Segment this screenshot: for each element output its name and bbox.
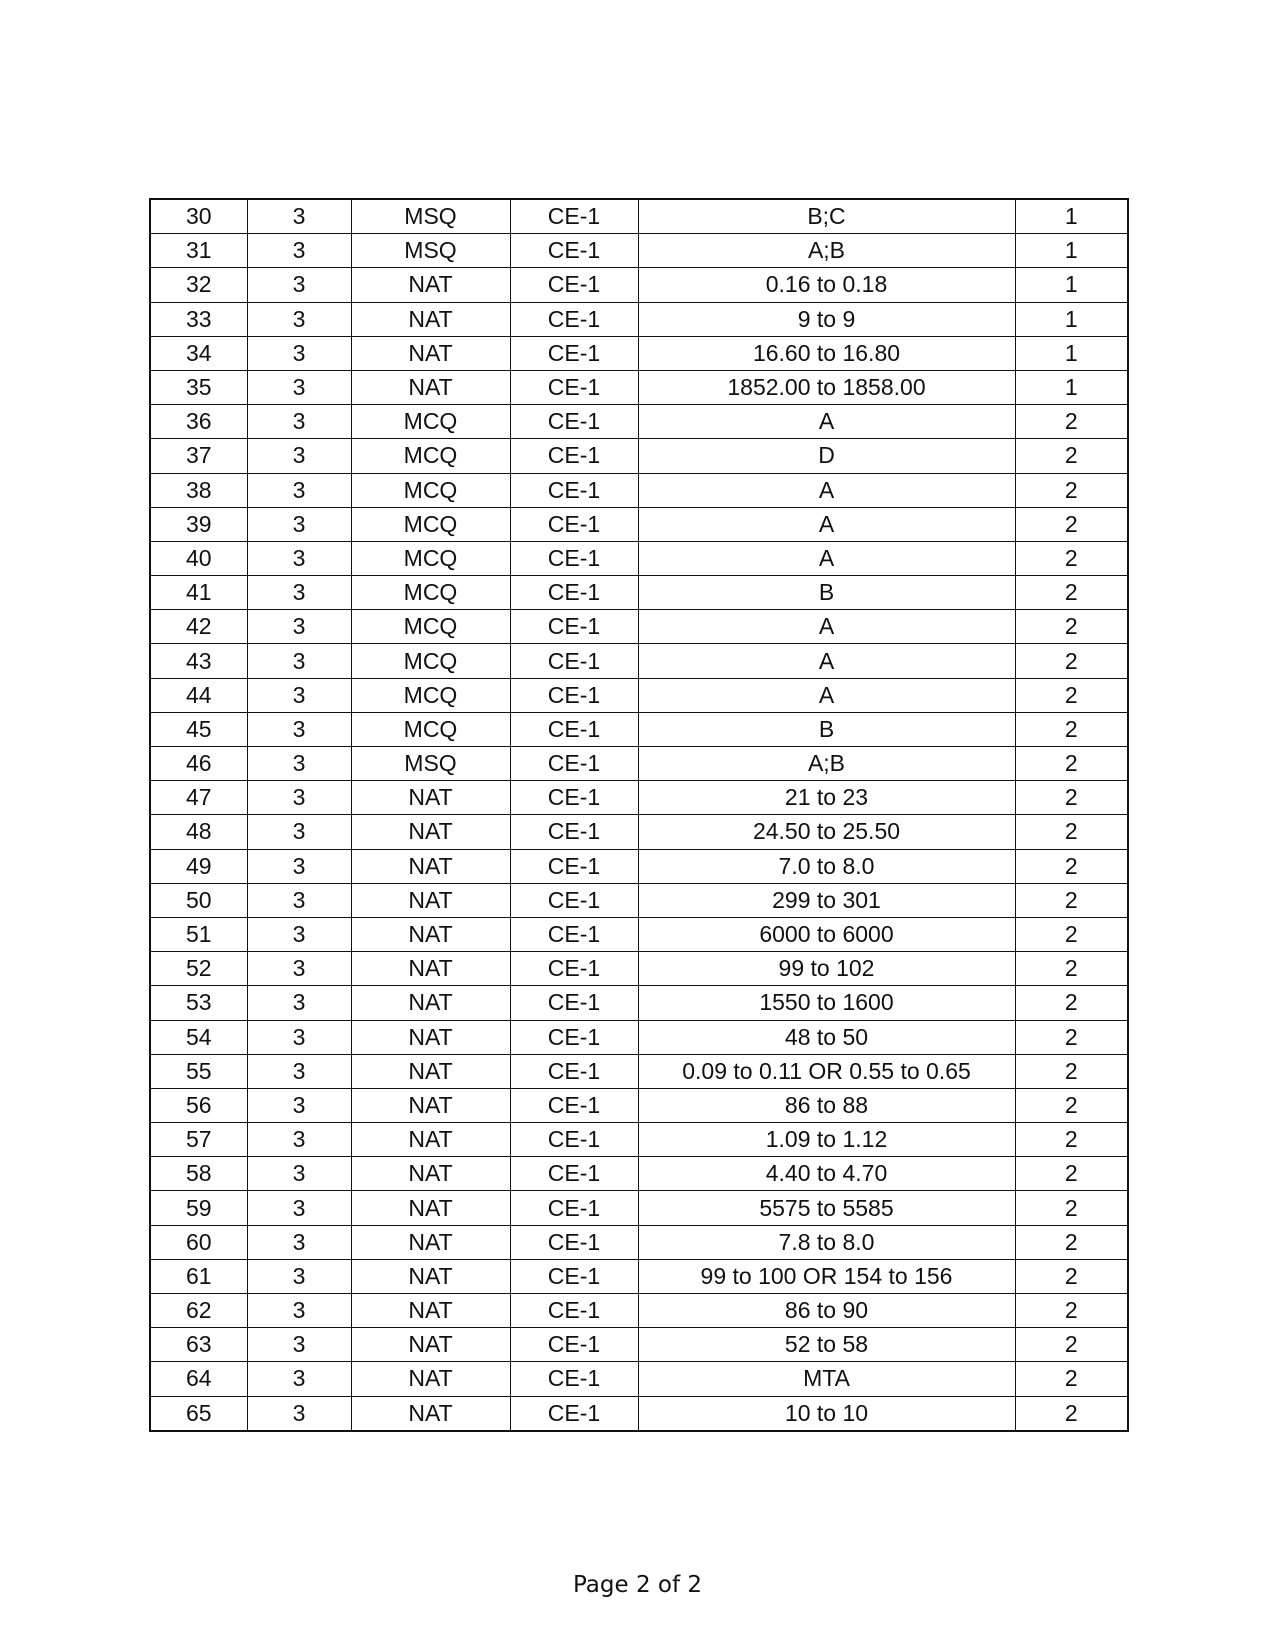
table-row <box>150 370 1128 404</box>
marks-cell: 2 <box>1015 507 1128 541</box>
question-number-cell: 43 <box>150 644 247 678</box>
answer-key-cell: 48 to 50 <box>638 1020 1015 1054</box>
answer-key-cell: 1550 to 1600 <box>638 986 1015 1020</box>
table-row <box>150 336 1128 370</box>
session-cell: 3 <box>247 1088 351 1122</box>
question-number-cell: 53 <box>150 986 247 1020</box>
marks-cell: 2 <box>1015 1362 1128 1396</box>
section-cell: CE-1 <box>510 712 638 746</box>
answer-key-cell: A <box>638 610 1015 644</box>
question-type-cell: NAT <box>351 1191 510 1225</box>
marks-cell: 2 <box>1015 747 1128 781</box>
session-cell: 3 <box>247 336 351 370</box>
section-cell: CE-1 <box>510 1054 638 1088</box>
question-number-cell: 62 <box>150 1294 247 1328</box>
answer-key-cell: 86 to 90 <box>638 1294 1015 1328</box>
marks-cell: 2 <box>1015 712 1128 746</box>
question-type-cell: NAT <box>351 1020 510 1054</box>
table-row <box>150 541 1128 575</box>
question-type-cell: MCQ <box>351 439 510 473</box>
table-row <box>150 1259 1128 1293</box>
session-cell: 3 <box>247 1054 351 1088</box>
section-cell: CE-1 <box>510 199 638 234</box>
section-cell: CE-1 <box>510 507 638 541</box>
question-number-cell: 58 <box>150 1157 247 1191</box>
table-row <box>150 917 1128 951</box>
section-cell: CE-1 <box>510 1225 638 1259</box>
section-cell: CE-1 <box>510 268 638 302</box>
question-type-cell: NAT <box>351 1157 510 1191</box>
session-cell: 3 <box>247 234 351 268</box>
session-cell: 3 <box>247 1225 351 1259</box>
answer-key-cell: A;B <box>638 747 1015 781</box>
answer-key-cell: 1852.00 to 1858.00 <box>638 370 1015 404</box>
marks-cell: 2 <box>1015 1259 1128 1293</box>
section-cell: CE-1 <box>510 1157 638 1191</box>
question-number-cell: 63 <box>150 1328 247 1362</box>
table-row <box>150 747 1128 781</box>
marks-cell: 2 <box>1015 781 1128 815</box>
session-cell: 3 <box>247 1123 351 1157</box>
question-type-cell: NAT <box>351 302 510 336</box>
answer-key-cell: A <box>638 473 1015 507</box>
marks-cell: 2 <box>1015 917 1128 951</box>
question-number-cell: 41 <box>150 576 247 610</box>
question-number-cell: 30 <box>150 199 247 234</box>
session-cell: 3 <box>247 747 351 781</box>
marks-cell: 1 <box>1015 234 1128 268</box>
session-cell: 3 <box>247 917 351 951</box>
marks-cell: 2 <box>1015 1294 1128 1328</box>
answer-key-cell: 16.60 to 16.80 <box>638 336 1015 370</box>
question-type-cell: NAT <box>351 917 510 951</box>
marks-cell: 2 <box>1015 883 1128 917</box>
question-number-cell: 60 <box>150 1225 247 1259</box>
table-row <box>150 268 1128 302</box>
session-cell: 3 <box>247 610 351 644</box>
session-cell: 3 <box>247 199 351 234</box>
question-type-cell: MSQ <box>351 747 510 781</box>
table-row <box>150 576 1128 610</box>
question-type-cell: NAT <box>351 815 510 849</box>
table-row <box>150 815 1128 849</box>
question-type-cell: MCQ <box>351 576 510 610</box>
question-number-cell: 35 <box>150 370 247 404</box>
question-type-cell: NAT <box>351 1294 510 1328</box>
marks-cell: 1 <box>1015 302 1128 336</box>
answer-key-cell: 0.16 to 0.18 <box>638 268 1015 302</box>
question-type-cell: MCQ <box>351 678 510 712</box>
session-cell: 3 <box>247 1396 351 1431</box>
table-row <box>150 1157 1128 1191</box>
question-number-cell: 65 <box>150 1396 247 1431</box>
section-cell: CE-1 <box>510 678 638 712</box>
table-row <box>150 952 1128 986</box>
question-number-cell: 55 <box>150 1054 247 1088</box>
marks-cell: 2 <box>1015 576 1128 610</box>
question-type-cell: NAT <box>351 1054 510 1088</box>
question-number-cell: 48 <box>150 815 247 849</box>
section-cell: CE-1 <box>510 302 638 336</box>
question-type-cell: NAT <box>351 883 510 917</box>
answer-key-cell: A <box>638 405 1015 439</box>
answer-key-cell: 7.8 to 8.0 <box>638 1225 1015 1259</box>
marks-cell: 2 <box>1015 644 1128 678</box>
section-cell: CE-1 <box>510 610 638 644</box>
session-cell: 3 <box>247 473 351 507</box>
answer-key-cell: B <box>638 712 1015 746</box>
section-cell: CE-1 <box>510 952 638 986</box>
table-row <box>150 507 1128 541</box>
page-number: Page 2 of 2 <box>572 1572 703 1598</box>
section-cell: CE-1 <box>510 541 638 575</box>
section-cell: CE-1 <box>510 234 638 268</box>
section-cell: CE-1 <box>510 576 638 610</box>
session-cell: 3 <box>247 849 351 883</box>
question-type-cell: NAT <box>351 1362 510 1396</box>
section-cell: CE-1 <box>510 883 638 917</box>
answer-key-table-body <box>150 199 1128 1431</box>
answer-key-table <box>149 198 1129 1432</box>
session-cell: 3 <box>247 302 351 336</box>
table-row <box>150 1020 1128 1054</box>
marks-cell: 2 <box>1015 849 1128 883</box>
answer-key-cell: 86 to 88 <box>638 1088 1015 1122</box>
marks-cell: 2 <box>1015 952 1128 986</box>
session-cell: 3 <box>247 405 351 439</box>
session-cell: 3 <box>247 576 351 610</box>
marks-cell: 2 <box>1015 541 1128 575</box>
question-number-cell: 45 <box>150 712 247 746</box>
table-row <box>150 199 1128 234</box>
question-number-cell: 59 <box>150 1191 247 1225</box>
answer-key-cell: 0.09 to 0.11 OR 0.55 to 0.65 <box>638 1054 1015 1088</box>
table-row <box>150 644 1128 678</box>
session-cell: 3 <box>247 1259 351 1293</box>
question-type-cell: NAT <box>351 781 510 815</box>
question-number-cell: 31 <box>150 234 247 268</box>
table-row <box>150 712 1128 746</box>
answer-key-cell: A;B <box>638 234 1015 268</box>
session-cell: 3 <box>247 1362 351 1396</box>
section-cell: CE-1 <box>510 439 638 473</box>
marks-cell: 2 <box>1015 405 1128 439</box>
table-row <box>150 1123 1128 1157</box>
marks-cell: 1 <box>1015 370 1128 404</box>
marks-cell: 2 <box>1015 986 1128 1020</box>
table-row <box>150 1191 1128 1225</box>
question-number-cell: 42 <box>150 610 247 644</box>
table-row <box>150 1396 1128 1431</box>
answer-key-cell: A <box>638 507 1015 541</box>
section-cell: CE-1 <box>510 1362 638 1396</box>
question-number-cell: 40 <box>150 541 247 575</box>
question-type-cell: MCQ <box>351 610 510 644</box>
session-cell: 3 <box>247 678 351 712</box>
section-cell: CE-1 <box>510 1123 638 1157</box>
marks-cell: 2 <box>1015 1088 1128 1122</box>
question-type-cell: MCQ <box>351 473 510 507</box>
answer-key-cell: B <box>638 576 1015 610</box>
session-cell: 3 <box>247 1328 351 1362</box>
question-number-cell: 50 <box>150 883 247 917</box>
answer-key-cell: A <box>638 541 1015 575</box>
marks-cell: 2 <box>1015 1157 1128 1191</box>
table-row <box>150 1088 1128 1122</box>
table-row <box>150 1294 1128 1328</box>
session-cell: 3 <box>247 268 351 302</box>
question-type-cell: NAT <box>351 1396 510 1431</box>
answer-key-cell: 6000 to 6000 <box>638 917 1015 951</box>
question-number-cell: 34 <box>150 336 247 370</box>
section-cell: CE-1 <box>510 815 638 849</box>
table-row <box>150 405 1128 439</box>
section-cell: CE-1 <box>510 336 638 370</box>
question-type-cell: NAT <box>351 1123 510 1157</box>
answer-key-cell: A <box>638 644 1015 678</box>
session-cell: 3 <box>247 1157 351 1191</box>
table-row <box>150 1225 1128 1259</box>
question-type-cell: NAT <box>351 1088 510 1122</box>
question-number-cell: 37 <box>150 439 247 473</box>
table-row <box>150 678 1128 712</box>
session-cell: 3 <box>247 439 351 473</box>
table-row <box>150 986 1128 1020</box>
marks-cell: 2 <box>1015 473 1128 507</box>
answer-key-cell: 10 to 10 <box>638 1396 1015 1431</box>
answer-key-cell: D <box>638 439 1015 473</box>
marks-cell: 2 <box>1015 439 1128 473</box>
session-cell: 3 <box>247 370 351 404</box>
section-cell: CE-1 <box>510 1294 638 1328</box>
question-number-cell: 47 <box>150 781 247 815</box>
marks-cell: 2 <box>1015 1396 1128 1431</box>
table-row <box>150 1362 1128 1396</box>
question-number-cell: 32 <box>150 268 247 302</box>
table-row <box>150 302 1128 336</box>
session-cell: 3 <box>247 781 351 815</box>
session-cell: 3 <box>247 883 351 917</box>
question-type-cell: NAT <box>351 952 510 986</box>
section-cell: CE-1 <box>510 1088 638 1122</box>
session-cell: 3 <box>247 986 351 1020</box>
session-cell: 3 <box>247 952 351 986</box>
answer-key-cell: 7.0 to 8.0 <box>638 849 1015 883</box>
question-type-cell: NAT <box>351 1225 510 1259</box>
session-cell: 3 <box>247 815 351 849</box>
marks-cell: 2 <box>1015 610 1128 644</box>
question-type-cell: NAT <box>351 268 510 302</box>
question-number-cell: 39 <box>150 507 247 541</box>
table-row <box>150 473 1128 507</box>
session-cell: 3 <box>247 507 351 541</box>
answer-key-cell: 21 to 23 <box>638 781 1015 815</box>
answer-key-cell: 52 to 58 <box>638 1328 1015 1362</box>
question-number-cell: 51 <box>150 917 247 951</box>
answer-key-cell: 5575 to 5585 <box>638 1191 1015 1225</box>
session-cell: 3 <box>247 1020 351 1054</box>
session-cell: 3 <box>247 1294 351 1328</box>
section-cell: CE-1 <box>510 747 638 781</box>
section-cell: CE-1 <box>510 986 638 1020</box>
question-type-cell: MCQ <box>351 405 510 439</box>
question-type-cell: MCQ <box>351 507 510 541</box>
session-cell: 3 <box>247 1191 351 1225</box>
question-type-cell: NAT <box>351 986 510 1020</box>
answer-key-cell: 1.09 to 1.12 <box>638 1123 1015 1157</box>
table-row <box>150 1328 1128 1362</box>
question-number-cell: 46 <box>150 747 247 781</box>
session-cell: 3 <box>247 712 351 746</box>
section-cell: CE-1 <box>510 405 638 439</box>
question-type-cell: MSQ <box>351 234 510 268</box>
question-type-cell: NAT <box>351 1328 510 1362</box>
question-number-cell: 49 <box>150 849 247 883</box>
question-number-cell: 52 <box>150 952 247 986</box>
answer-key-cell: 99 to 100 OR 154 to 156 <box>638 1259 1015 1293</box>
answer-key-cell: 9 to 9 <box>638 302 1015 336</box>
answer-key-cell: 299 to 301 <box>638 883 1015 917</box>
section-cell: CE-1 <box>510 917 638 951</box>
marks-cell: 2 <box>1015 678 1128 712</box>
question-number-cell: 57 <box>150 1123 247 1157</box>
marks-cell: 1 <box>1015 336 1128 370</box>
question-number-cell: 33 <box>150 302 247 336</box>
question-number-cell: 36 <box>150 405 247 439</box>
table-row <box>150 883 1128 917</box>
question-number-cell: 44 <box>150 678 247 712</box>
answer-key-cell: 99 to 102 <box>638 952 1015 986</box>
answer-key-cell: A <box>638 678 1015 712</box>
question-type-cell: NAT <box>351 336 510 370</box>
marks-cell: 2 <box>1015 1020 1128 1054</box>
answer-key-cell: MTA <box>638 1362 1015 1396</box>
session-cell: 3 <box>247 644 351 678</box>
table-row <box>150 781 1128 815</box>
question-type-cell: MCQ <box>351 541 510 575</box>
question-type-cell: NAT <box>351 1259 510 1293</box>
marks-cell: 2 <box>1015 1191 1128 1225</box>
section-cell: CE-1 <box>510 1191 638 1225</box>
question-type-cell: MSQ <box>351 199 510 234</box>
section-cell: CE-1 <box>510 1020 638 1054</box>
question-number-cell: 38 <box>150 473 247 507</box>
answer-key-cell: 24.50 to 25.50 <box>638 815 1015 849</box>
section-cell: CE-1 <box>510 644 638 678</box>
section-cell: CE-1 <box>510 849 638 883</box>
answer-key-cell: B;C <box>638 199 1015 234</box>
session-cell: 3 <box>247 541 351 575</box>
section-cell: CE-1 <box>510 1328 638 1362</box>
question-type-cell: NAT <box>351 849 510 883</box>
question-type-cell: NAT <box>351 370 510 404</box>
section-cell: CE-1 <box>510 473 638 507</box>
section-cell: CE-1 <box>510 1396 638 1431</box>
table-row <box>150 234 1128 268</box>
question-type-cell: MCQ <box>351 712 510 746</box>
section-cell: CE-1 <box>510 781 638 815</box>
marks-cell: 2 <box>1015 815 1128 849</box>
question-number-cell: 64 <box>150 1362 247 1396</box>
marks-cell: 2 <box>1015 1054 1128 1088</box>
marks-cell: 2 <box>1015 1328 1128 1362</box>
question-type-cell: MCQ <box>351 644 510 678</box>
section-cell: CE-1 <box>510 1259 638 1293</box>
table-row <box>150 439 1128 473</box>
question-number-cell: 56 <box>150 1088 247 1122</box>
marks-cell: 1 <box>1015 268 1128 302</box>
question-number-cell: 54 <box>150 1020 247 1054</box>
table-row <box>150 610 1128 644</box>
marks-cell: 2 <box>1015 1225 1128 1259</box>
table-row <box>150 849 1128 883</box>
section-cell: CE-1 <box>510 370 638 404</box>
marks-cell: 1 <box>1015 199 1128 234</box>
answer-key-cell: 4.40 to 4.70 <box>638 1157 1015 1191</box>
question-number-cell: 61 <box>150 1259 247 1293</box>
table-row <box>150 1054 1128 1088</box>
marks-cell: 2 <box>1015 1123 1128 1157</box>
